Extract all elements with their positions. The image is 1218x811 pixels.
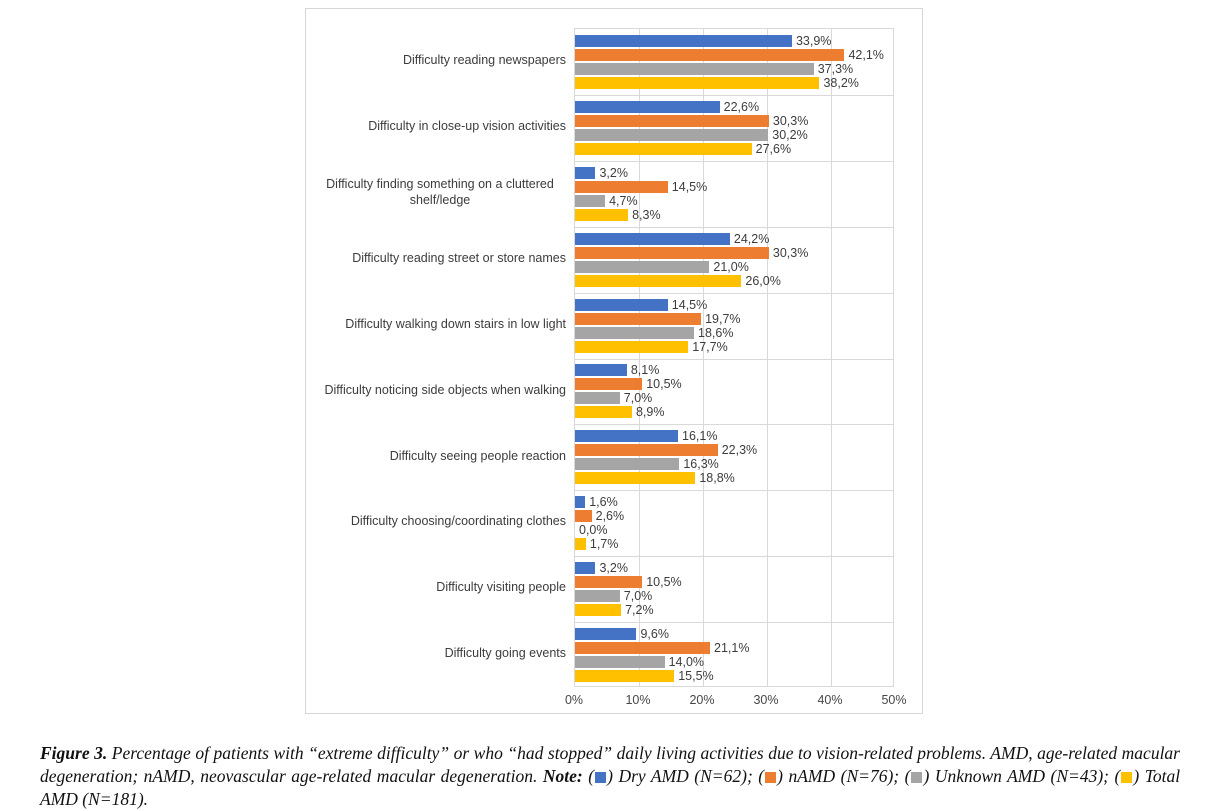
bar-value-label: 3,2% <box>599 165 628 180</box>
category-label-text: Difficulty reading newspapers <box>402 53 566 68</box>
category-label-text: Difficulty walking down stairs in low light <box>345 316 566 331</box>
category-label <box>312 358 566 424</box>
bar-value-label: 42,1% <box>848 47 884 62</box>
figure-caption <box>40 742 1180 811</box>
gridline-horizontal <box>575 95 893 96</box>
bar-namd-n-76 <box>575 181 668 193</box>
bar-value-label: 0,0% <box>579 523 608 538</box>
category-label-text: Difficulty choosing/coordinating clothes <box>350 514 566 529</box>
caption-body: Percentage of patients with “extreme difficulty” or who “had stopped” daily living activities due to vision-related problems. AMD, age-related macular degeneration; nAMD, neovascular age-related macular degeneration. <box>40 743 1180 786</box>
bar-value-label: 15,5% <box>678 669 714 684</box>
bar-value-label: 19,7% <box>705 311 741 326</box>
bar-dry-amd-n-62 <box>575 628 636 640</box>
bar-value-label: 16,3% <box>683 457 719 472</box>
bar-value-label: 18,6% <box>698 325 734 340</box>
bar-total-amd-n-181 <box>575 341 688 353</box>
x-axis-tick-label: 20% <box>689 693 715 707</box>
bar-dry-amd-n-62 <box>575 167 595 179</box>
category-label <box>312 94 566 160</box>
gridline-horizontal <box>575 424 893 425</box>
category-label-text: Difficulty going events <box>444 646 566 661</box>
gridline-horizontal <box>575 622 893 623</box>
bar-dry-amd-n-62 <box>575 233 730 245</box>
category-label <box>312 160 566 226</box>
bar-total-amd-n-181 <box>575 77 819 89</box>
gridline-horizontal <box>575 490 893 491</box>
category-label-text: Difficulty seeing people reaction <box>389 448 566 463</box>
bar-total-amd-n-181 <box>575 604 621 616</box>
bar-value-label: 38,2% <box>823 75 859 90</box>
bar-value-label: 14,5% <box>671 297 708 312</box>
bar-namd-n-76 <box>575 313 701 325</box>
bar-unknown-amd-n-43 <box>575 458 679 470</box>
bar-total-amd-n-181 <box>575 143 752 155</box>
bar-total-amd-n-181 <box>575 472 695 484</box>
x-axis-tick-label: 30% <box>753 693 779 707</box>
bar-namd-n-76 <box>575 576 642 588</box>
bar-value-label: 7,2% <box>625 603 654 618</box>
category-label <box>312 226 566 292</box>
bar-value-label: 7,0% <box>623 589 653 604</box>
category-label <box>312 555 566 621</box>
legend-swatch-namd <box>765 772 776 783</box>
figure-chart <box>305 8 923 714</box>
bar-unknown-amd-n-43 <box>575 129 768 141</box>
bar-dry-amd-n-62 <box>575 496 585 508</box>
bar-total-amd-n-181 <box>575 670 674 682</box>
category-label-text: Difficulty noticing side objects when walking <box>324 382 566 397</box>
bar-namd-n-76 <box>575 510 592 522</box>
legend-swatch-unknown-amd <box>911 772 922 783</box>
bar-dry-amd-n-62 <box>575 35 792 47</box>
bar-value-label: 1,6% <box>589 495 618 510</box>
bar-value-label: 2,6% <box>595 509 625 524</box>
x-axis-tick-label: 10% <box>625 693 651 707</box>
bar-dry-amd-n-62 <box>575 299 668 311</box>
gridline-vertical <box>767 29 768 686</box>
bar-value-label: 10,5% <box>646 575 682 590</box>
category-label-text: Difficulty visiting people <box>436 580 566 595</box>
gridline-horizontal <box>575 293 893 294</box>
note-label: Note: <box>542 766 583 786</box>
bar-value-label: 21,0% <box>713 259 749 274</box>
gridline-horizontal <box>575 227 893 228</box>
bar-value-label: 33,9% <box>795 33 832 48</box>
bar-total-amd-n-181 <box>575 406 632 418</box>
x-axis-tick-label: 50% <box>881 693 907 707</box>
gridline-horizontal <box>575 556 893 557</box>
gridline-horizontal <box>575 359 893 360</box>
category-label <box>312 292 566 358</box>
bar-namd-n-76 <box>575 642 710 654</box>
bar-unknown-amd-n-43 <box>575 590 620 602</box>
bar-unknown-amd-n-43 <box>575 195 605 207</box>
bar-total-amd-n-181 <box>575 538 586 550</box>
category-label <box>312 423 566 489</box>
bar-value-label: 24,2% <box>733 231 770 246</box>
bar-namd-n-76 <box>575 378 642 390</box>
bar-value-label: 30,3% <box>772 245 809 260</box>
bar-value-label: 3,2% <box>599 561 628 576</box>
bar-namd-n-76 <box>575 444 718 456</box>
gridline-vertical <box>831 29 832 686</box>
bar-value-label: 17,7% <box>692 339 728 354</box>
bar-value-label: 14,5% <box>671 179 708 194</box>
bar-dry-amd-n-62 <box>575 430 678 442</box>
bar-value-label: 21,1% <box>714 641 750 656</box>
gridline-horizontal <box>575 161 893 162</box>
category-label-text: Difficulty finding something on a cluttered shelf/ledge <box>326 177 554 207</box>
bar-value-label: 27,6% <box>755 141 792 156</box>
bar-unknown-amd-n-43 <box>575 327 694 339</box>
bar-value-label: 14,0% <box>668 655 705 670</box>
bar-total-amd-n-181 <box>575 275 741 287</box>
bar-unknown-amd-n-43 <box>575 261 709 273</box>
bar-value-label: 18,8% <box>699 471 735 486</box>
bar-value-label: 4,7% <box>609 193 638 208</box>
bar-unknown-amd-n-43 <box>575 656 665 668</box>
x-axis-tick-label: 0% <box>564 693 584 707</box>
bar-value-label: 8,1% <box>630 363 660 378</box>
bar-value-label: 30,3% <box>772 113 809 128</box>
bar-namd-n-76 <box>575 247 769 259</box>
bar-value-label: 7,0% <box>623 391 653 406</box>
category-label <box>312 28 566 94</box>
bar-value-label: 30,2% <box>772 127 808 142</box>
bar-namd-n-76 <box>575 115 769 127</box>
category-label-text: Difficulty in close-up vision activities <box>368 119 566 134</box>
bar-dry-amd-n-62 <box>575 101 720 113</box>
bar-value-label: 26,0% <box>745 273 781 288</box>
bar-total-amd-n-181 <box>575 209 628 221</box>
bar-value-label: 8,3% <box>632 207 661 222</box>
bar-value-label: 22,3% <box>721 443 758 458</box>
legend-swatch-total-amd <box>1121 772 1132 783</box>
bar-value-label: 9,6% <box>640 627 669 642</box>
bar-unknown-amd-n-43 <box>575 392 620 404</box>
bar-value-label: 10,5% <box>646 377 682 392</box>
bar-value-label: 1,7% <box>589 537 619 552</box>
bar-dry-amd-n-62 <box>575 562 595 574</box>
bar-namd-n-76 <box>575 49 844 61</box>
bar-dry-amd-n-62 <box>575 364 627 376</box>
x-axis-tick-label: 40% <box>817 693 843 707</box>
plot-area <box>574 28 894 687</box>
legend-swatch-dry-amd <box>595 772 606 783</box>
caption-legend: ( ) Dry AMD (N=62); ( ) nAMD (N=76); ( ) Unknown AMD (N=43); ( ) Total AMD (N=181). <box>40 766 1181 809</box>
bar-value-label: 22,6% <box>723 99 760 114</box>
category-label <box>312 489 566 555</box>
bar-value-label: 8,9% <box>635 405 665 420</box>
gridline-vertical <box>703 29 704 686</box>
category-label-text: Difficulty reading street or store names <box>352 250 566 265</box>
bar-value-label: 37,3% <box>817 61 854 76</box>
figure-label: Figure 3. <box>40 743 108 763</box>
bar-value-label: 16,1% <box>682 429 718 444</box>
category-label <box>312 621 566 687</box>
bar-unknown-amd-n-43 <box>575 63 814 75</box>
